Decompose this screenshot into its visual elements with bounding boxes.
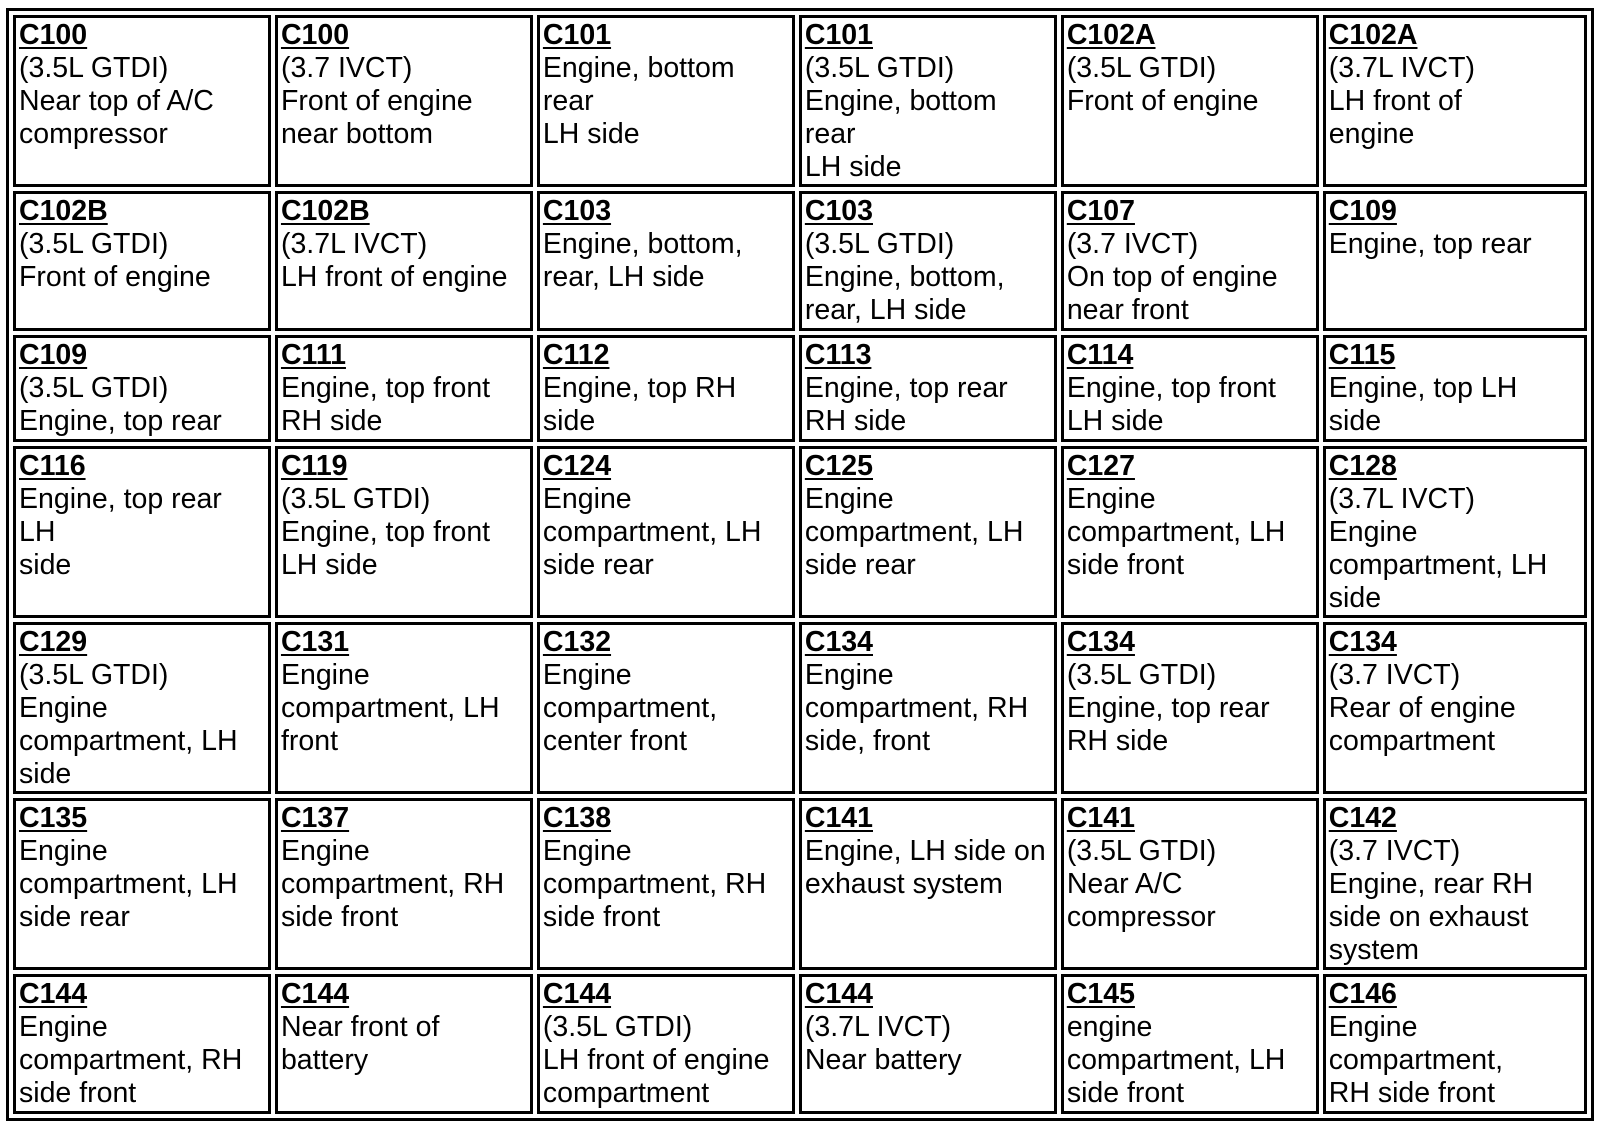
connector-location-text: Engine, bottom rear — [804, 85, 997, 150]
connector-cell — [1061, 15, 1319, 187]
connector-location-text: (3.7L IVCT) — [804, 1011, 952, 1043]
connector-location-text: Engine, bottom, — [542, 228, 743, 260]
connector-location-text: near bottom — [280, 118, 434, 150]
connector-location-text: front — [280, 725, 338, 757]
connector-location-text: compartment, LH — [1328, 549, 1548, 581]
connector-cell — [537, 622, 795, 794]
connector-code-link[interactable]: C115 — [1328, 339, 1396, 371]
connector-location-text: (3.5L GTDI) — [19, 228, 169, 260]
connector-cell — [1061, 798, 1319, 970]
connector-location-text: Engine, top rear — [1328, 228, 1532, 260]
connector-location-text: side rear — [542, 549, 654, 581]
connector-location-text: (3.5L GTDI) — [804, 52, 955, 84]
connector-location-text: Front of engine — [19, 261, 211, 293]
connector-location-text: Engine — [280, 835, 370, 867]
connector-location-text: side rear — [804, 549, 916, 581]
connector-location-text: RH side — [280, 405, 383, 437]
connector-location-text: (3.5L GTDI) — [542, 1011, 693, 1043]
connector-location-text: Engine — [19, 835, 108, 867]
connector-location-text: Engine, top rear — [19, 405, 222, 437]
connector-location-text: Engine — [804, 483, 894, 515]
connector-location-text: Front of engine — [1066, 85, 1259, 117]
connector-code-link[interactable]: C125 — [804, 450, 873, 482]
connector-code-link[interactable]: C131 — [280, 626, 350, 658]
connector-location-text: system — [1328, 934, 1420, 966]
connector-cell — [799, 446, 1057, 618]
connector-location-text: side front — [542, 901, 661, 933]
connector-location-text: compartment, RH — [804, 692, 1029, 724]
connector-cell — [537, 335, 795, 442]
connector-location-text: side — [19, 758, 72, 790]
connector-cell — [537, 798, 795, 970]
connector-location-text: (3.5L GTDI) — [1066, 835, 1217, 867]
connector-code-link[interactable]: C135 — [19, 802, 88, 834]
connector-cell — [1323, 335, 1587, 442]
connector-location-text: Engine, top RH — [542, 372, 737, 404]
connector-location-text: compartment, — [542, 692, 718, 724]
connector-location-text: Engine — [542, 483, 632, 515]
connector-location-text: compressor — [1066, 901, 1216, 933]
connector-location-text: Near top of A/C — [19, 85, 214, 117]
table-row — [13, 446, 1587, 618]
connector-location-text: (3.7 IVCT) — [1328, 835, 1461, 867]
connector-code-link[interactable]: C137 — [280, 802, 350, 834]
connector-location-text: battery — [280, 1044, 369, 1076]
connector-cell — [1323, 974, 1587, 1114]
connector-cell — [13, 335, 271, 442]
connector-cell — [275, 974, 533, 1114]
connector-code-link[interactable]: C144 — [804, 978, 873, 1010]
connector-location-text: side — [1328, 405, 1382, 437]
connector-location-text: LH front of engine — [542, 1044, 770, 1076]
connector-cell — [537, 191, 795, 331]
connector-cell — [1061, 622, 1319, 794]
connector-location-text: center front — [542, 725, 688, 757]
connector-code-link[interactable]: C128 — [1328, 450, 1397, 482]
connector-cell — [537, 446, 795, 618]
connector-code-link[interactable]: C107 — [1066, 195, 1135, 227]
connector-cell — [13, 622, 271, 794]
connector-location-text: LH front of engine — [280, 261, 508, 293]
connector-code-link[interactable]: C134 — [1328, 626, 1397, 658]
table-body — [13, 15, 1587, 1114]
connector-location-text: Engine — [542, 835, 632, 867]
connector-cell — [799, 974, 1057, 1114]
connector-location-text: compartment, LH — [804, 516, 1024, 548]
connector-location-text: engine — [1066, 1011, 1153, 1043]
connector-location-text: (3.5L GTDI) — [19, 52, 169, 84]
connector-code-link[interactable]: C141 — [804, 802, 873, 834]
connector-location-text: side front — [280, 901, 399, 933]
connector-cell — [1061, 335, 1319, 442]
connector-code-link[interactable]: C124 — [542, 450, 612, 482]
connector-location-text: Near front of — [280, 1011, 440, 1043]
connector-location-text: Engine, bottom rear — [542, 52, 735, 117]
connector-location-text: near front — [1066, 294, 1189, 326]
connector-location-text: compartment, RH — [280, 868, 505, 900]
connector-location-text: LH side — [804, 151, 902, 183]
connector-location-text: side — [19, 549, 72, 581]
connector-code-link[interactable]: C141 — [1066, 802, 1135, 834]
connector-location-text: compartment, LH — [19, 725, 238, 757]
connector-code-link[interactable]: C144 — [542, 978, 612, 1010]
connector-code-link[interactable]: C103 — [804, 195, 873, 227]
connector-location-text: (3.7 IVCT) — [280, 52, 413, 84]
connector-location-text: side — [1328, 582, 1382, 614]
connector-code-link[interactable]: C102B — [280, 195, 370, 227]
connector-location-text: Engine, top rear LH — [19, 483, 222, 548]
connector-location-text: (3.5L GTDI) — [1066, 52, 1217, 84]
connector-code-link[interactable]: C109 — [19, 339, 88, 371]
connector-location-text: (3.7L IVCT) — [280, 228, 428, 260]
connector-cell — [13, 798, 271, 970]
connector-location-text: Engine — [1328, 516, 1418, 548]
connector-cell — [1061, 974, 1319, 1114]
connector-code-link[interactable]: C116 — [19, 450, 86, 482]
connector-location-text: On top of engine — [1066, 261, 1278, 293]
connector-location-text: compartment, RH — [542, 868, 767, 900]
connector-location-text: Engine, top LH — [1328, 372, 1518, 404]
connector-location-text: rear, LH side — [804, 294, 967, 326]
connector-cell — [537, 974, 795, 1114]
connector-cell — [13, 974, 271, 1114]
connector-location-text: LH side — [542, 118, 640, 150]
connector-location-text: LH front of — [1328, 85, 1462, 117]
connector-location-text: Engine, top front — [280, 516, 491, 548]
connector-location-text: Engine — [542, 659, 632, 691]
connector-cell — [1323, 446, 1587, 618]
connector-location-text: compartment — [542, 1077, 710, 1109]
connector-location-text: engine — [1328, 118, 1415, 150]
connector-location-text: Engine, top front — [280, 372, 491, 404]
connector-location-text: RH side — [804, 405, 907, 437]
connector-location-text: side front — [1066, 1077, 1185, 1109]
connector-location-text: side rear — [19, 901, 130, 933]
connector-location-text: (3.5L GTDI) — [19, 659, 169, 691]
connector-cell — [13, 191, 271, 331]
connector-location-text: RH side front — [1328, 1077, 1496, 1109]
connector-location-text: Engine — [804, 659, 894, 691]
connector-code-link[interactable]: C114 — [1066, 339, 1134, 371]
connector-code-link[interactable]: C134 — [804, 626, 873, 658]
connector-location-text: Engine, top rear — [804, 372, 1008, 404]
connector-cell — [1323, 191, 1587, 331]
table-row — [13, 622, 1587, 794]
connector-cell — [13, 15, 271, 187]
table-row — [13, 335, 1587, 442]
connector-cell — [799, 191, 1057, 331]
connector-location-text: (3.7 IVCT) — [1328, 659, 1461, 691]
connector-code-link[interactable]: C103 — [542, 195, 612, 227]
connector-code-link[interactable]: C119 — [280, 450, 348, 482]
connector-code-link[interactable]: C127 — [1066, 450, 1135, 482]
connector-code-link[interactable]: C101 — [804, 19, 873, 51]
connector-location-text: Near A/C — [1066, 868, 1183, 900]
connector-code-link[interactable]: C145 — [1066, 978, 1135, 1010]
connector-cell — [1323, 15, 1587, 187]
connector-cell — [275, 191, 533, 331]
connector-location-text: compressor — [19, 118, 168, 150]
connector-code-link[interactable]: C138 — [542, 802, 612, 834]
connector-cell — [1061, 446, 1319, 618]
connector-code-link[interactable]: C129 — [19, 626, 88, 658]
connector-cell — [537, 15, 795, 187]
connector-cell — [275, 15, 533, 187]
connector-cell — [799, 15, 1057, 187]
connector-location-text: Near battery — [804, 1044, 962, 1076]
table-row — [13, 974, 1587, 1114]
connector-code-link[interactable]: C111 — [280, 339, 346, 371]
connector-location-text: Engine — [1066, 483, 1156, 515]
connector-location-text: rear, LH side — [542, 261, 705, 293]
connector-location-text: Engine, top rear — [1066, 692, 1270, 724]
connector-location-text: (3.7L IVCT) — [1328, 52, 1475, 84]
connector-code-link[interactable]: C100 — [19, 19, 88, 51]
connector-location-text: (3.5L GTDI) — [280, 483, 431, 515]
connector-location-text: side, front — [804, 725, 931, 757]
connector-location-text: LH side — [280, 549, 378, 581]
connector-location-text: (3.5L GTDI) — [804, 228, 955, 260]
connector-cell — [1323, 622, 1587, 794]
connector-location-text: Engine, rear RH — [1328, 868, 1534, 900]
connector-location-text: (3.5L GTDI) — [1066, 659, 1217, 691]
connector-cell — [275, 446, 533, 618]
connector-location-text: compartment, LH — [542, 516, 762, 548]
connector-cell — [799, 798, 1057, 970]
connector-location-text: compartment, LH — [280, 692, 500, 724]
connector-cell — [275, 335, 533, 442]
connector-cell — [275, 798, 533, 970]
connector-cell — [13, 446, 271, 618]
connector-location-text: Engine — [1328, 1011, 1418, 1043]
connector-code-link[interactable]: C102B — [19, 195, 108, 227]
connector-location-text: Engine — [19, 1011, 108, 1043]
connector-location-text: side front — [19, 1077, 137, 1109]
connector-code-link[interactable]: C144 — [19, 978, 88, 1010]
connector-location-text: LH side — [1066, 405, 1164, 437]
connector-location-text: Engine — [280, 659, 370, 691]
connector-location-text: exhaust system — [804, 868, 1003, 900]
connector-location-text: Engine, LH side on — [804, 835, 1046, 867]
table-row — [13, 798, 1587, 970]
connector-cell — [799, 622, 1057, 794]
connector-location-text: compartment, LH — [1066, 516, 1286, 548]
connector-code-link[interactable]: C142 — [1328, 802, 1397, 834]
connector-location-text: Engine — [19, 692, 108, 724]
connector-code-link[interactable]: C101 — [542, 19, 612, 51]
connector-code-link[interactable]: C113 — [804, 339, 872, 371]
connector-code-link[interactable]: C102A — [1066, 19, 1156, 51]
connector-location-text: (3.5L GTDI) — [19, 372, 169, 404]
connector-location-text: side — [542, 405, 596, 437]
connector-location-text: compartment — [1328, 725, 1496, 757]
connector-location-table — [6, 8, 1594, 1121]
connector-code-link[interactable]: C102A — [1328, 19, 1418, 51]
connector-cell — [275, 622, 533, 794]
connector-code-link[interactable]: C112 — [542, 339, 610, 371]
connector-cell — [799, 335, 1057, 442]
connector-code-link[interactable]: C109 — [1328, 195, 1397, 227]
connector-location-text: Engine, top front — [1066, 372, 1276, 404]
table-row — [13, 15, 1587, 187]
connector-location-text: Rear of engine — [1328, 692, 1516, 724]
connector-location-text: RH side — [1066, 725, 1169, 757]
connector-location-text: compartment, RH — [19, 1044, 243, 1076]
connector-location-text: (3.7L IVCT) — [1328, 483, 1475, 515]
connector-location-text: Engine, bottom, — [804, 261, 1005, 293]
connector-location-text: compartment, LH — [19, 868, 238, 900]
connector-location-text: compartment, LH — [1066, 1044, 1286, 1076]
connector-code-link[interactable]: C132 — [542, 626, 612, 658]
connector-code-link[interactable]: C100 — [280, 19, 350, 51]
connector-code-link[interactable]: C144 — [280, 978, 350, 1010]
connector-location-text: Front of engine — [280, 85, 473, 117]
connector-location-text: side on exhaust — [1328, 901, 1529, 933]
connector-cell — [1061, 191, 1319, 331]
connector-cell — [1323, 798, 1587, 970]
connector-code-link[interactable]: C134 — [1066, 626, 1135, 658]
connector-location-text: side front — [1066, 549, 1185, 581]
connector-code-link[interactable]: C146 — [1328, 978, 1397, 1010]
table-row — [13, 191, 1587, 331]
connector-location-text: (3.7 IVCT) — [1066, 228, 1199, 260]
connector-location-text: compartment, — [1328, 1044, 1503, 1076]
